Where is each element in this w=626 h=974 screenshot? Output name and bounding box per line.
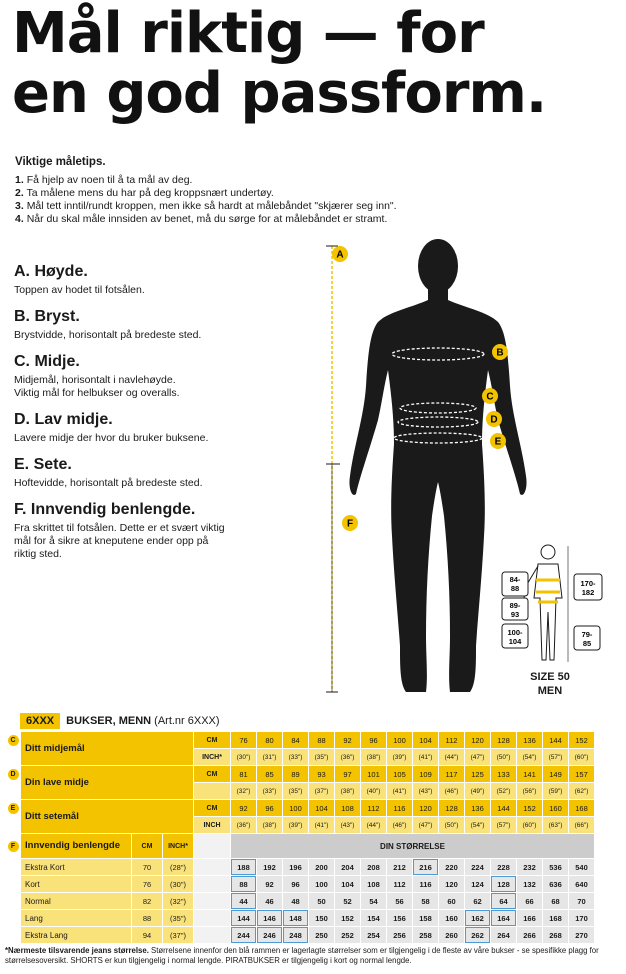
- size-cell: 256: [387, 927, 412, 943]
- size-cell: 44: [231, 893, 256, 909]
- svg-text:C: C: [486, 391, 494, 403]
- measuring-tips: [15, 156, 397, 226]
- measure-desc: Midjemål, horisontalt i navlehøyde. Viktig mål for helbukser og overalls.: [14, 374, 180, 399]
- size-cell: 252: [335, 927, 360, 943]
- tip-item: 2. Ta målene mens du har på deg kroppsnært undertøy.: [15, 187, 274, 199]
- table-header: [20, 712, 220, 730]
- measure-desc: Lavere midje der hvor du bruker buksene.: [14, 432, 209, 444]
- marker-b: [492, 344, 508, 360]
- size-cell: 212: [387, 859, 412, 875]
- size-cell: 152: [335, 910, 360, 926]
- size-row: Ekstra Kort 70 (28") 188 192 196 200 204 208 212 216 220 224 228 232 536 540: [6, 859, 594, 875]
- size-cell: 92: [257, 876, 282, 892]
- size-table: [5, 731, 595, 944]
- size-cell: 88: [231, 876, 256, 892]
- measure-row: D Din lave midje CM 81 85 89 93 97 101 105 109 117 125 133 141 149 157: [6, 766, 594, 782]
- svg-text:89-93: 89-93: [509, 601, 521, 619]
- size-row: Lang 88 (35") 144 146 148 150 152 154 156 158 160 162 164 166 168 170: [6, 910, 594, 926]
- tip-item: 3. Mål tett inntil/rundt kroppen, men ikke så hardt at målebåndet "skjærer seg inn".: [15, 200, 397, 212]
- svg-text:A: A: [336, 249, 344, 261]
- size-row: Normal 82 (32") 44 46 48 50 52 54 56 58 60 62 64 66 68 70: [6, 893, 594, 909]
- svg-text:170-182: 170-182: [580, 579, 596, 597]
- svg-text:E: E: [494, 436, 502, 448]
- size-cell: 196: [283, 859, 308, 875]
- size-cell: 540: [569, 859, 594, 875]
- measurement-list: [14, 262, 274, 571]
- marker-a: [332, 246, 348, 262]
- size-label: SIZE 50 MEN: [530, 671, 570, 697]
- measure-item: [14, 307, 274, 342]
- size-cell: 104: [335, 876, 360, 892]
- size-cell: 120: [439, 876, 464, 892]
- size-cell: 246: [257, 927, 282, 943]
- size-cell: 108: [361, 876, 386, 892]
- size-cell: 164: [491, 910, 516, 926]
- size-cell: 216: [413, 859, 438, 875]
- size-cell: 270: [569, 927, 594, 943]
- size-cell: 132: [517, 876, 542, 892]
- mini-size-figure: [498, 540, 608, 670]
- svg-text:F: F: [346, 518, 354, 530]
- size-cell: 232: [517, 859, 542, 875]
- page-title: [12, 1, 547, 126]
- size-row: Kort 76 (30") 88 92 96 100 104 108 112 116 120 124 128 132 636 640: [6, 876, 594, 892]
- size-cell: 62: [465, 893, 490, 909]
- title-line-1: Mål riktig — for: [12, 1, 484, 66]
- measure-row: (32") (33") (35") (37") (38") (40") (41") (43") (46") (49") (52") (56") (59") (62"): [6, 783, 594, 799]
- size-cell: 58: [413, 893, 438, 909]
- svg-text:100-104: 100-104: [507, 628, 523, 646]
- inseam-header-row: F Innvendig benlengde CM INCH* DIN STØRRELSE: [6, 834, 594, 858]
- size-cell: 254: [361, 927, 386, 943]
- size-cell: 220: [439, 859, 464, 875]
- size-cell: 188: [231, 859, 256, 875]
- article-number: 6XXX: [20, 713, 60, 729]
- svg-text:D: D: [490, 414, 498, 426]
- size-cell: 56: [387, 893, 412, 909]
- size-cell: 50: [309, 893, 334, 909]
- measure-title: C. Midje.: [14, 353, 80, 370]
- size-cell: 48: [283, 893, 308, 909]
- measure-item: [14, 500, 274, 561]
- tip-item: 1. Få hjelp av noen til å ta mål av deg.: [15, 174, 193, 186]
- size-cell: 158: [413, 910, 438, 926]
- size-cell: 52: [335, 893, 360, 909]
- size-cell: 228: [491, 859, 516, 875]
- size-cell: 100: [309, 876, 334, 892]
- measure-item: [14, 352, 274, 400]
- size-cell: 112: [387, 876, 412, 892]
- measure-title: B. Bryst.: [14, 308, 80, 325]
- size-cell: 154: [361, 910, 386, 926]
- size-cell: 96: [283, 876, 308, 892]
- size-cell: 250: [309, 927, 334, 943]
- size-cell: 536: [543, 859, 568, 875]
- size-cell: 268: [543, 927, 568, 943]
- size-cell: 640: [569, 876, 594, 892]
- size-cell: 70: [569, 893, 594, 909]
- size-cell: 128: [491, 876, 516, 892]
- measure-desc: Hoftevidde, horisontalt på bredeste sted.: [14, 477, 203, 489]
- size-cell: 168: [543, 910, 568, 926]
- size-cell: 146: [257, 910, 282, 926]
- marker-d: [486, 411, 502, 427]
- measure-row: INCH (36") (38") (39") (41") (43") (44") (46") (47") (50") (54") (57") (60") (63") (66"): [6, 817, 594, 833]
- size-cell: 156: [387, 910, 412, 926]
- size-cell: 60: [439, 893, 464, 909]
- measure-title: D. Lav midje.: [14, 411, 113, 428]
- size-cell: 54: [361, 893, 386, 909]
- svg-text:B: B: [496, 347, 504, 359]
- size-cell: 148: [283, 910, 308, 926]
- size-cell: 144: [231, 910, 256, 926]
- measure-desc: Fra skrittet til fotsålen. Dette er et svært viktig mål for å sikre at kneputene ender opp på riktig sted.: [14, 522, 225, 560]
- measure-row: C Ditt midjemål CM 76 80 84 88 92 96 100 104 112 120 128 136 144 152: [6, 732, 594, 748]
- size-cell: 258: [413, 927, 438, 943]
- size-cell: 244: [231, 927, 256, 943]
- measure-row: E Ditt setemål CM 92 96 100 104 108 112 116 120 128 136 144 152 160 168: [6, 800, 594, 816]
- measure-title: E. Sete.: [14, 456, 72, 473]
- size-cell: 200: [309, 859, 334, 875]
- size-cell: 46: [257, 893, 282, 909]
- size-cell: 260: [439, 927, 464, 943]
- size-cell: 262: [465, 927, 490, 943]
- size-cell: 224: [465, 859, 490, 875]
- product-title: BUKSER, MENN (Art.nr 6XXX): [66, 715, 220, 727]
- tip-item: 4. Når du skal måle innsiden av benet, må du sørge for at målebåndet er stramt.: [15, 213, 388, 225]
- marker-f: [342, 515, 358, 531]
- measure-title: F. Innvendig benlengde.: [14, 501, 196, 518]
- size-cell: 636: [543, 876, 568, 892]
- size-cell: 160: [439, 910, 464, 926]
- footnote: *Nærmeste tilsvarende jeans størrelse. Størrelsene innenfor den blå rammen er lagerlagte størrelser som er tilgjengelig i de fleste av våre bukser - se spesifikke plagg for størrelsesoversikt. SHORTS er kun tilgjengelig i normal lengde. PIRATBUKSER er tilgjengelig i kort og normal lengde.: [5, 946, 599, 965]
- size-cell: 68: [543, 893, 568, 909]
- marker-e: [490, 433, 506, 449]
- measure-title: A. Høyde.: [14, 263, 88, 280]
- tips-heading: Viktige måletips.: [15, 156, 106, 168]
- size-row: Ekstra Lang 94 (37") 244 246 248 250 252 254 256 258 260 262 264 266 268 270: [6, 927, 594, 943]
- size-cell: 248: [283, 927, 308, 943]
- measure-row: INCH* (30") (31") (33") (35") (36") (38") (39") (41") (44") (47") (50") (54") (57") (60"): [6, 749, 594, 765]
- size-cell: 208: [361, 859, 386, 875]
- body-silhouette: [300, 236, 530, 698]
- size-cell: 124: [465, 876, 490, 892]
- size-cell: 264: [491, 927, 516, 943]
- marker-c: [482, 388, 498, 404]
- measure-item: [14, 262, 274, 297]
- size-cell: 66: [517, 893, 542, 909]
- title-line-2: en god passform.: [12, 61, 547, 126]
- size-cell: 162: [465, 910, 490, 926]
- size-cell: 192: [257, 859, 282, 875]
- size-cell: 150: [309, 910, 334, 926]
- svg-text:79-85: 79-85: [581, 630, 593, 648]
- size-cell: 166: [517, 910, 542, 926]
- svg-text:84-88: 84-88: [509, 575, 521, 593]
- size-cell: 266: [517, 927, 542, 943]
- measure-desc: Toppen av hodet til fotsålen.: [14, 284, 145, 296]
- measure-item: [14, 410, 274, 445]
- size-cell: 170: [569, 910, 594, 926]
- size-cell: 116: [413, 876, 438, 892]
- size-cell: 204: [335, 859, 360, 875]
- size-cell: 64: [491, 893, 516, 909]
- measure-desc: Brystvidde, horisontalt på bredeste sted.: [14, 329, 202, 341]
- measure-item: [14, 455, 274, 490]
